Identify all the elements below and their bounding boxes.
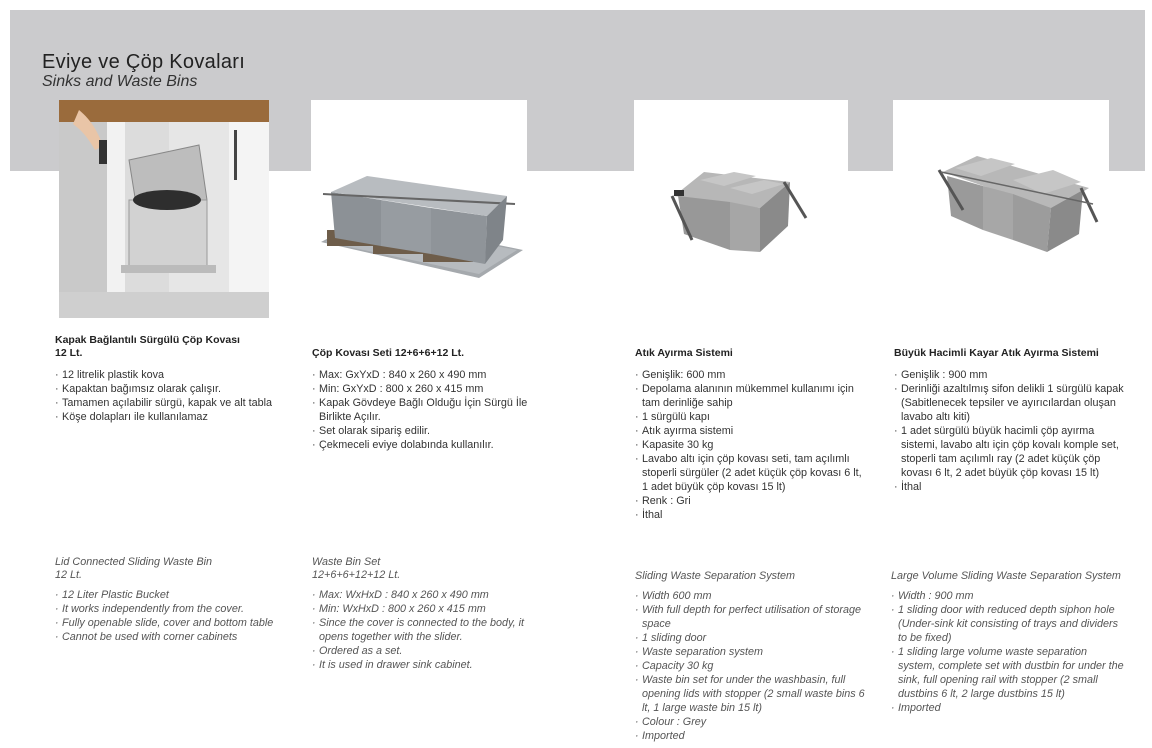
spec-item: · Depolama alanının mükemmel kullanımı için tam derinliğe sahip	[635, 382, 867, 410]
spec-item: · Çekmeceli eviye dolabında kullanılır.	[312, 438, 544, 452]
spec-item: · İthal	[894, 480, 1126, 494]
spec-item: · Width : 900 mm	[891, 589, 1127, 603]
spec-item: · 1 adet sürgülü büyük hacimli çöp ayırma sistemi, lavabo altı için çöp kovalı komple set, stoperli tam açılımlı ray (2 adet küçük çöp kovası 6 lt, 2 adet büyük çöp kovası 15 lt)	[894, 424, 1126, 480]
spec-item: · Tamamen açılabilir sürgü, kapak ve alt tabla	[55, 396, 287, 410]
spec-item: · Capacity 30 kg	[635, 659, 867, 673]
spec-item: · Imported	[891, 701, 1127, 715]
page-subtitle: Sinks and Waste Bins	[42, 73, 198, 90]
pull-out-waste-bin-photo	[59, 100, 269, 318]
spec-list	[312, 368, 544, 452]
product-title: 12+6+6+12+12 Lt.	[312, 569, 401, 581]
spec-item: · It works independently from the cover.	[55, 602, 287, 616]
waste-bin-set-photo	[311, 100, 527, 290]
product-title: Sliding Waste Separation System	[635, 570, 796, 582]
spec-item: · 1 sürgülü kapı	[635, 410, 867, 424]
spec-item: · Derinliği azaltılmış sifon delikli 1 sürgülü kapak (Sabitlenecek tepsiler ve ayırıcılardan oluşan lavabo altı kiti)	[894, 382, 1126, 424]
product-title: Atık Ayırma Sistemi	[635, 347, 733, 359]
product-3-en	[635, 570, 867, 743]
spec-item: · Kapaktan bağımsız olarak çalışır.	[55, 382, 287, 396]
product-1-tr	[55, 334, 287, 424]
spec-item: · Colour : Grey	[635, 715, 867, 729]
spec-item: · Imported	[635, 729, 867, 743]
spec-item: · With full depth for perfect utilisation of storage space	[635, 603, 867, 631]
product-title: 12 Lt.	[55, 347, 83, 359]
spec-item: · Kapasite 30 kg	[635, 438, 867, 452]
spec-item: · Atık ayırma sistemi	[635, 424, 867, 438]
spec-item: · İthal	[635, 508, 867, 522]
spec-list	[55, 368, 287, 424]
spec-item: · Set olarak sipariş edilir.	[312, 424, 544, 438]
page-title: Eviye ve Çöp Kovaları	[42, 51, 246, 73]
product-2-tr	[312, 347, 544, 452]
spec-item: · Min: GxYxD : 800 x 260 x 415 mm	[312, 382, 544, 396]
spec-item: · 1 sliding door	[635, 631, 867, 645]
spec-item: · Since the cover is connected to the body, it opens together with the slider.	[312, 616, 544, 644]
waste-separation-system-photo	[634, 100, 848, 290]
spec-list	[635, 589, 867, 743]
product-1-en	[55, 556, 287, 644]
spec-item: · Max: WxHxD : 840 x 260 x 490 mm	[312, 588, 544, 602]
spec-item: · Kapak Gövdeye Bağlı Olduğu İçin Sürgü İle Birlikte Açılır.	[312, 396, 544, 424]
spec-item: · 12 Liter Plastic Bucket	[55, 588, 287, 602]
product-3-tr	[635, 347, 867, 522]
product-title: Lid Connected Sliding Waste Bin	[55, 556, 213, 568]
spec-item: · Renk : Gri	[635, 494, 867, 508]
spec-list	[312, 588, 544, 672]
spec-item: · 12 litrelik plastik kova	[55, 368, 287, 382]
spec-list	[635, 368, 867, 522]
product-title: Kapak Bağlantılı Sürgülü Çöp Kovası	[55, 334, 240, 346]
spec-item: · It is used in drawer sink cabinet.	[312, 658, 544, 672]
spec-item: · Fully openable slide, cover and bottom table	[55, 616, 287, 630]
product-4-tr	[894, 347, 1126, 494]
product-title: 12 Lt.	[55, 569, 83, 581]
spec-item: · Waste separation system	[635, 645, 867, 659]
spec-list	[891, 589, 1127, 715]
spec-item: · Cannot be used with corner cabinets	[55, 630, 287, 644]
spec-item: · Genişlik : 900 mm	[894, 368, 1126, 382]
spec-item: · Min: WxHxD : 800 x 260 x 415 mm	[312, 602, 544, 616]
spec-item: · Genişlik: 600 mm	[635, 368, 867, 382]
product-title: Large Volume Sliding Waste Separation System	[891, 570, 1121, 582]
spec-item: · Width 600 mm	[635, 589, 867, 603]
spec-item: · Köşe dolapları ile kullanılamaz	[55, 410, 287, 424]
product-4-en	[891, 570, 1147, 715]
product-2-en	[312, 556, 544, 672]
spec-list	[55, 588, 287, 644]
spec-item: · 1 sliding door with reduced depth siphon hole (Under-sink kit consisting of trays and dividers to be fixed)	[891, 603, 1127, 645]
product-title: Çöp Kovası Seti 12+6+6+12 Lt.	[312, 347, 465, 359]
spec-item: · 1 sliding large volume waste separation system, complete set with dustbin for under the sink, full opening rail with stopper (2 small dustbins 6 lt, 2 large dustbins 15 lt)	[891, 645, 1127, 701]
spec-list	[894, 368, 1126, 494]
large-waste-separation-system-photo	[893, 100, 1109, 290]
product-title: Büyük Hacimli Kayar Atık Ayırma Sistemi	[894, 347, 1099, 359]
spec-item: · Lavabo altı için çöp kovası seti, tam açılımlı stoperli sürgüler (2 adet küçük çöp kovası 6 lt, 1 adet büyük çöp kovası 15 lt)	[635, 452, 867, 494]
product-title: Waste Bin Set	[312, 556, 381, 568]
spec-item: · Ordered as a set.	[312, 644, 544, 658]
spec-item: · Waste bin set for under the washbasin, full opening lids with stopper (2 small waste bins 6 lt, 1 large waste bin 15 lt)	[635, 673, 867, 715]
spec-item: · Max: GxYxD : 840 x 260 x 490 mm	[312, 368, 544, 382]
